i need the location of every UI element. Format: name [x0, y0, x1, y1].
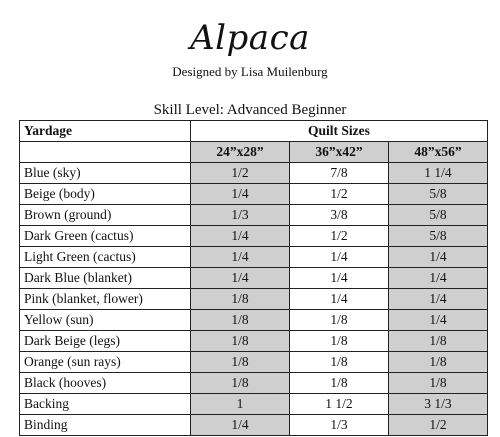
fabric-label: Dark Blue (blanket) [20, 268, 191, 289]
yardage-cell: 1/2 [290, 226, 389, 247]
pattern-title: Alpaca [190, 18, 310, 58]
yardage-cell: 1/8 [290, 331, 389, 352]
table-row [20, 184, 488, 205]
yardage-cell: 1 1/2 [290, 394, 389, 415]
yardage-cell: 1 1/4 [389, 163, 488, 184]
yardage-cell: 7/8 [290, 163, 389, 184]
fabric-label: Dark Beige (legs) [20, 331, 191, 352]
yardage-cell: 1/8 [191, 352, 290, 373]
yardage-cell: 1/8 [389, 331, 488, 352]
yardage-cell: 1/3 [191, 205, 290, 226]
table-row [20, 268, 488, 289]
yardage-cell: 1/8 [389, 352, 488, 373]
size-header-large: 48”x56” [389, 142, 488, 163]
designer-credit: Designed by Lisa Muilenburg [172, 64, 328, 79]
fabric-label: Brown (ground) [20, 205, 191, 226]
yardage-cell: 1/2 [290, 184, 389, 205]
yardage-cell: 1/4 [191, 415, 290, 436]
yardage-cell: 1/4 [389, 247, 488, 268]
yardage-cell: 1/8 [191, 331, 290, 352]
yardage-cell: 1/4 [191, 184, 290, 205]
table-row [20, 331, 488, 352]
skill-level: Skill Level: Advanced Beginner [153, 102, 347, 118]
fabric-label: Pink (blanket, flower) [20, 289, 191, 310]
yardage-cell: 1/4 [290, 247, 389, 268]
yardage-header: Yardage [20, 121, 191, 142]
yardage-cell: 1/4 [389, 268, 488, 289]
fabric-label: Black (hooves) [20, 373, 191, 394]
size-header-medium: 36”x42” [290, 142, 389, 163]
fabric-label: Dark Green (cactus) [20, 226, 191, 247]
yardage-cell: 1/8 [191, 310, 290, 331]
table-row [20, 415, 488, 436]
table-row [20, 205, 488, 226]
yardage-cell: 1/4 [191, 247, 290, 268]
table-row [20, 163, 488, 184]
table-row [20, 310, 488, 331]
table-row [20, 394, 488, 415]
yardage-table [19, 120, 488, 436]
yardage-cell: 1/4 [290, 289, 389, 310]
fabric-label: Beige (body) [20, 184, 191, 205]
yardage-cell: 1/8 [389, 373, 488, 394]
yardage-cell: 3 1/3 [389, 394, 488, 415]
fabric-label: Orange (sun rays) [20, 352, 191, 373]
yardage-cell: 1/3 [290, 415, 389, 436]
yardage-cell: 3/8 [290, 205, 389, 226]
fabric-label: Blue (sky) [20, 163, 191, 184]
table-row [20, 352, 488, 373]
empty-header-cell [20, 142, 191, 163]
fabric-label: Yellow (sun) [20, 310, 191, 331]
yardage-cell: 1/8 [290, 373, 389, 394]
yardage-cell: 5/8 [389, 184, 488, 205]
table-header-row [20, 121, 488, 142]
table-row [20, 247, 488, 268]
sizes-header-row [20, 142, 488, 163]
table-row [20, 289, 488, 310]
yardage-cell: 1/2 [191, 163, 290, 184]
yardage-cell: 5/8 [389, 205, 488, 226]
table-row [20, 226, 488, 247]
fabric-label: Backing [20, 394, 191, 415]
yardage-cell: 1/8 [191, 373, 290, 394]
yardage-cell: 1/8 [290, 310, 389, 331]
yardage-cell: 5/8 [389, 226, 488, 247]
fabric-label: Light Green (cactus) [20, 247, 191, 268]
yardage-cell: 1 [191, 394, 290, 415]
yardage-cell: 1/4 [191, 226, 290, 247]
yardage-cell: 1/4 [389, 310, 488, 331]
yardage-cell: 1/8 [191, 289, 290, 310]
quilt-sizes-header: Quilt Sizes [191, 121, 488, 142]
yardage-cell: 1/4 [389, 289, 488, 310]
yardage-cell: 1/4 [191, 268, 290, 289]
yardage-cell: 1/4 [290, 268, 389, 289]
yardage-cell: 1/8 [290, 352, 389, 373]
yardage-cell: 1/2 [389, 415, 488, 436]
fabric-label: Binding [20, 415, 191, 436]
size-header-small: 24”x28” [191, 142, 290, 163]
table-row [20, 373, 488, 394]
